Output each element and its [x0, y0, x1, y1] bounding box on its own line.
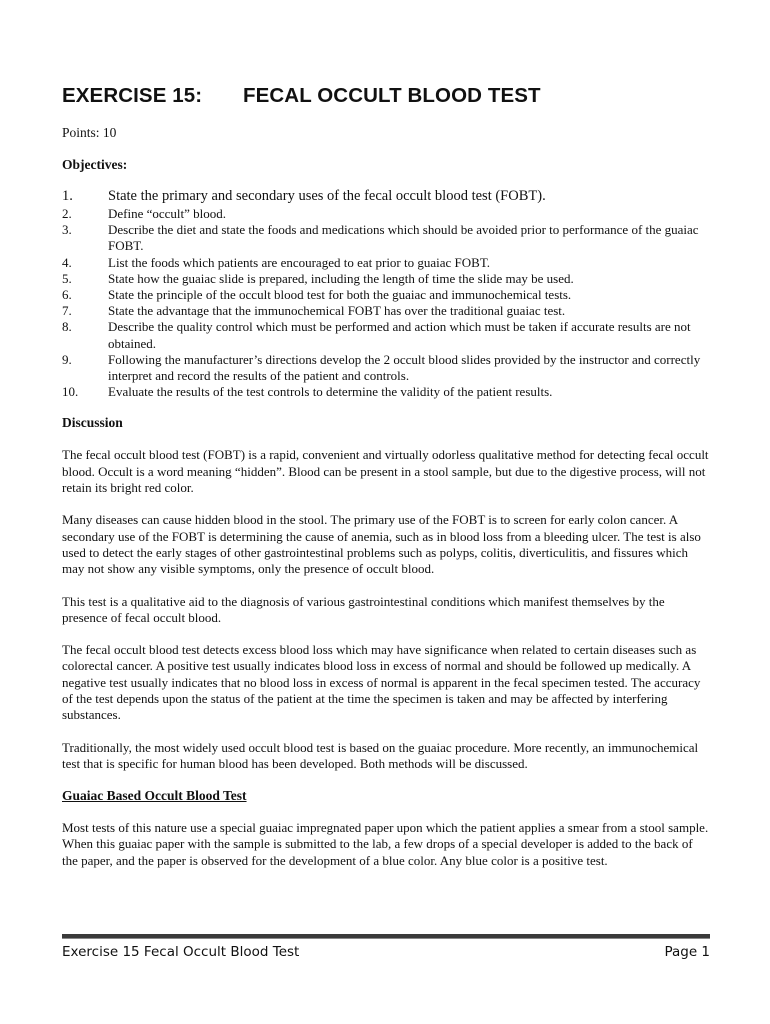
discussion-paragraph: This test is a qualitative aid to the diagnosis of various gastrointestinal conditions which manifest themselves by the presence of fecal occult blood. — [62, 593, 665, 625]
objective-number: 2. — [62, 206, 72, 221]
objective-number: 8. — [62, 319, 72, 335]
objective-text: Evaluate the results of the test controls to determine the validity of the patient results. — [108, 384, 553, 400]
objective-number: 9. — [62, 351, 72, 367]
objective-text: State the primary and secondary uses of the fecal occult blood test (FOBT). — [108, 188, 546, 204]
objective-text: List the foods which patients are encouraged to eat prior to guaiac FOBT. — [108, 254, 491, 270]
objective-item — [62, 222, 710, 254]
objective-number: 10. — [62, 384, 79, 400]
document-page — [62, 84, 710, 885]
objective-text: Following the manufacturer’s directions develop the 2 occult blood slides provided by the instructor and correctly interpret and record the results of the patient and controls. — [108, 351, 701, 384]
objectives-heading: Objectives: — [62, 157, 128, 172]
objective-number: 5. — [62, 270, 72, 286]
footer-title: Exercise 15 Fecal Occult Blood Test — [62, 944, 300, 960]
objective-item — [62, 206, 710, 222]
discussion-paragraph: Many diseases can cause hidden blood in the stool. The primary use of the FOBT is to screen for early colon cancer. A secondary use of the FOBT is determining the cause of anemia, such as in blood loss from a bleeding ulcer. The test is also used to detect the early stages of other gastrointestinal problems such as polyps, colitis, diverticulitis, and fissures which may not show any visible symptoms, only the presence of occult blood. — [62, 512, 701, 577]
objective-item — [62, 352, 710, 384]
objective-item — [62, 287, 710, 303]
objective-text: Describe the quality control which must be performed and action which must be taken if accurate results are not obtained. — [108, 319, 691, 351]
objective-item — [62, 187, 710, 206]
objectives-list — [62, 187, 710, 400]
objective-text: Define “occult” blood. — [108, 206, 227, 221]
guaiac-heading: Guaiac Based Occult Blood Test — [62, 788, 247, 804]
objective-item — [62, 255, 710, 271]
objective-number: 6. — [62, 287, 72, 303]
exercise-label: EXERCISE 15: — [62, 84, 203, 107]
discussion-paragraph: The fecal occult blood test detects excess blood loss which may have significance when related to certain diseases such as colorectal cancer. A positive test usually indicates blood loss in excess of normal and should be followed up medically. A negative test usually indicates that no blood loss in excess of normal is apparent in the fecal specimen tested. The accuracy of the test depends upon the status of the patient at the time the specimen is taken and may be affected by interfering substances. — [62, 642, 701, 723]
guaiac-paragraph: Most tests of this nature use a special guaiac impregnated paper upon which the patient applies a smear from a stool sample. When this guaiac paper with the sample is submitted to the lab, a few drops of a special developer is added to the back of the paper, and the paper is observed for the development of a blue color. Any blue color is a positive test. — [62, 820, 709, 868]
objective-text: Describe the diet and state the foods and medications which should be avoided prior to performance of the guaiac FOBT. — [108, 222, 699, 254]
discussion-paragraph: The fecal occult blood test (FOBT) is a rapid, convenient and virtually odorless qualitative method for detecting fecal occult blood. Occult is a word meaning “hidden”. Blood can be present in a stool sample, but due to the digestive process, will not retain its bright red color. — [62, 447, 709, 496]
objective-item — [62, 271, 710, 287]
objective-item — [62, 319, 710, 351]
objective-item — [62, 384, 710, 400]
page-number: Page 1 — [664, 944, 710, 960]
points-text: Points: 10 — [62, 125, 117, 140]
objective-text: State how the guaiac slide is prepared, including the length of time the slide may be used. — [108, 270, 574, 286]
objective-number: 1. — [62, 188, 73, 204]
footer-divider — [62, 934, 710, 939]
objective-number: 7. — [62, 303, 72, 319]
objective-item — [62, 303, 710, 319]
page-footer — [62, 944, 710, 960]
objective-text: State the advantage that the immunochemical FOBT has over the traditional guaiac test. — [108, 303, 566, 319]
discussion-paragraph: Traditionally, the most widely used occult blood test is based on the guaiac procedure. More recently, an immunochemical test that is specific for human blood has been developed. Both methods will be discussed. — [62, 739, 699, 771]
objective-number: 3. — [62, 222, 72, 238]
exercise-title: FECAL OCCULT BLOOD TEST — [243, 84, 541, 107]
discussion-heading: Discussion — [62, 415, 123, 431]
page-title — [62, 84, 710, 108]
objective-number: 4. — [62, 254, 72, 270]
objective-text: State the principle of the occult blood test for both the guaiac and immunochemical tests. — [108, 287, 572, 303]
